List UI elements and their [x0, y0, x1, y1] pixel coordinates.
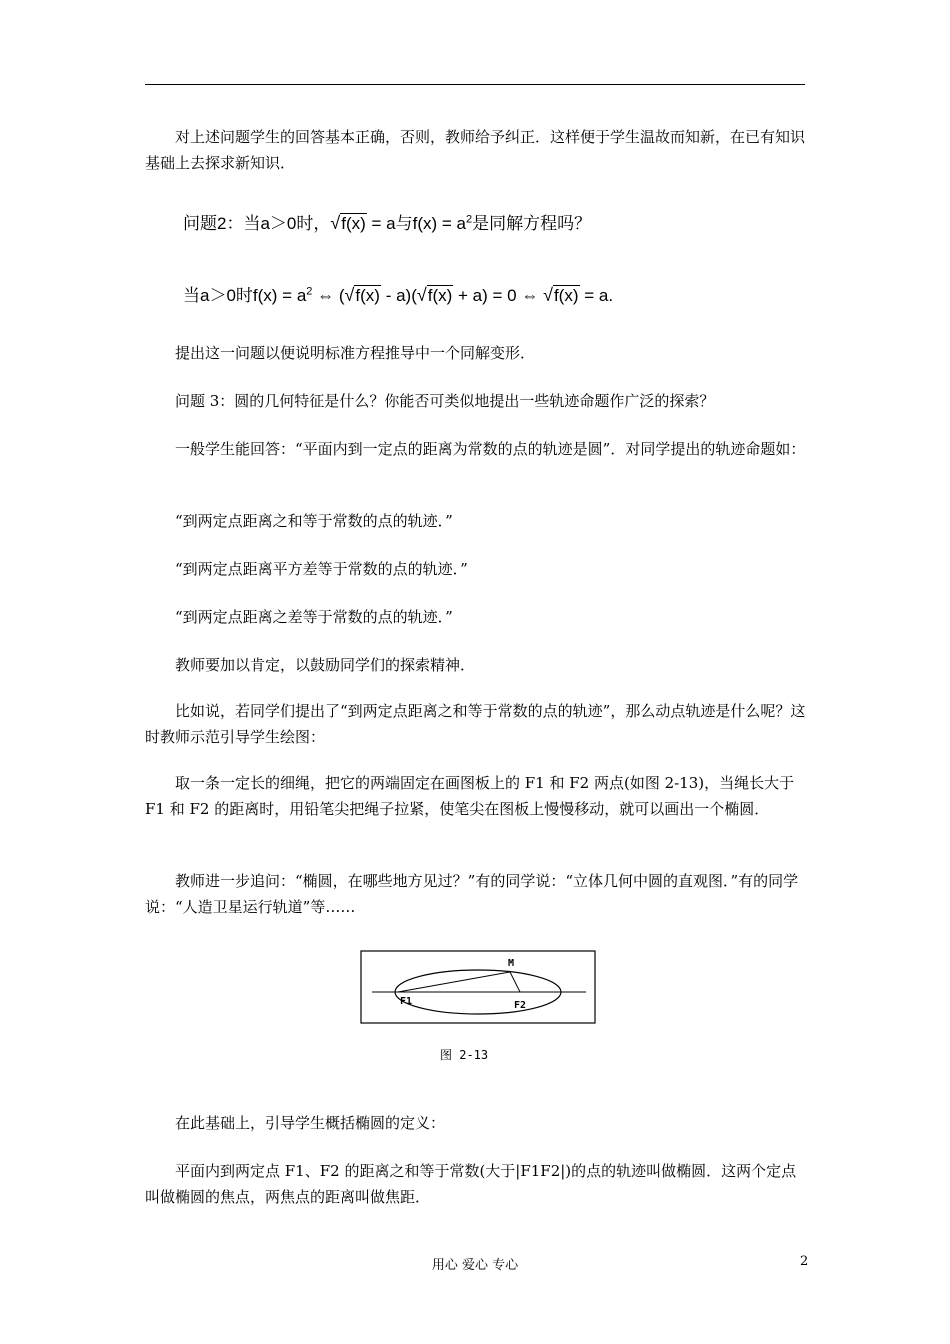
figure-frame [361, 951, 595, 1023]
paragraph-ellipse-definition: 平面内到两定点 F1、F2 的距离之和等于常数(大于|F1F2|)的点的轨迹叫做椭圆．这两个定点叫做椭圆的焦点，两焦点的距离叫做焦距． [145, 1162, 797, 1206]
paragraph-review: 对上述问题学生的回答基本正确，否则，教师给予纠正．这样便于学生温故而知新，在已有知识基础上去探求新知识． [145, 128, 806, 172]
radicand: f(x) [553, 286, 579, 305]
paragraph-example: 比如说，若同学们提出了“到两定点距离之和等于常数的点的轨迹”，那么动点轨迹是什么呢？这时教师示范引导学生绘图： [145, 702, 806, 746]
eq-part-b: - a)( [380, 286, 417, 305]
paragraph-student-answer: 一般学生能回答：“平面内到一定点的距离为常数的点的轨迹是圆”．对同学提出的轨迹命题如： [175, 440, 806, 458]
paragraph-lead-in: 在此基础上，引导学生概括椭圆的定义： [175, 1114, 446, 1132]
paragraph-purpose: 提出这一问题以便说明标准方程推导中一个同解变形． [175, 344, 536, 362]
figure-caption: 图 2-13 [440, 1048, 489, 1062]
question-2-label: 问题2：当a＞0时， [183, 214, 331, 233]
ellipse-figure [360, 950, 596, 1024]
radicand: f(x) [355, 286, 380, 305]
q2-end: 是同解方程吗？ [472, 214, 592, 233]
q2-middle: = a与f(x) = a [366, 214, 467, 233]
radicand: f(x) [341, 214, 366, 233]
label-f2: F2 [514, 1000, 527, 1011]
question-2: 问题2：当a＞0时，√f(x) = a与$f(x) = a^2$是同解方程吗？ [183, 213, 592, 233]
paragraph-question-3: 问题 3：圆的几何特征是什么？你能否可类似地提出一些轨迹命题作广泛的探索？ [175, 392, 715, 410]
radicand: f(x) [427, 286, 453, 305]
paragraph-proposition-sum: “到两定点距离之和等于常数的点的轨迹．” [175, 512, 453, 530]
header-rule [145, 84, 805, 85]
superscript: 2 [306, 285, 313, 298]
paragraph-drawing-method: 取一条一定长的细绳，把它的两端固定在画图板上的 F1 和 F2 两点(如图 2-13)，当绳长大于 F1 和 F2 的距离时，用铅笔尖把绳子拉紧，使笔尖在图板上慢慢移动，就可以画出一个椭圆． [145, 774, 795, 818]
eq-part-a: ⇔ ( [312, 286, 345, 305]
eq-start: 当a＞0时f(x) = a [183, 286, 307, 305]
superscript: 2 [466, 213, 473, 226]
paragraph-teacher-affirm: 教师要加以肯定，以鼓励同学们的探索精神． [175, 656, 476, 674]
segment-m-f2 [510, 972, 520, 992]
label-m: M [508, 958, 515, 969]
label-f1: F1 [400, 996, 413, 1007]
equivalence-equation: 当a＞0时$f(x) = a^2$ ⇔ (√f(x) - a)(√f(x) + a) = 0 ⇔ √f(x) = a. [183, 285, 614, 305]
page-number: 2 [800, 1254, 809, 1269]
paragraph-teacher-question: 教师进一步追问：“椭圆，在哪些地方见过？”有的同学说：“立体几何中圆的直观图．”有的同学说：“人造卫星运行轨道”等…… [145, 872, 799, 916]
footer-text: 用心 爱心 专心 [431, 1258, 519, 1273]
eq-part-d: = a. [579, 286, 614, 305]
paragraph-proposition-square-diff: “到两定点距离平方差等于常数的点的轨迹．” [175, 560, 468, 578]
segment-f1-m [398, 972, 510, 992]
eq-part-c: + a) = 0 ⇔ [453, 286, 544, 305]
paragraph-proposition-diff: “到两定点距离之差等于常数的点的轨迹．” [175, 608, 453, 626]
